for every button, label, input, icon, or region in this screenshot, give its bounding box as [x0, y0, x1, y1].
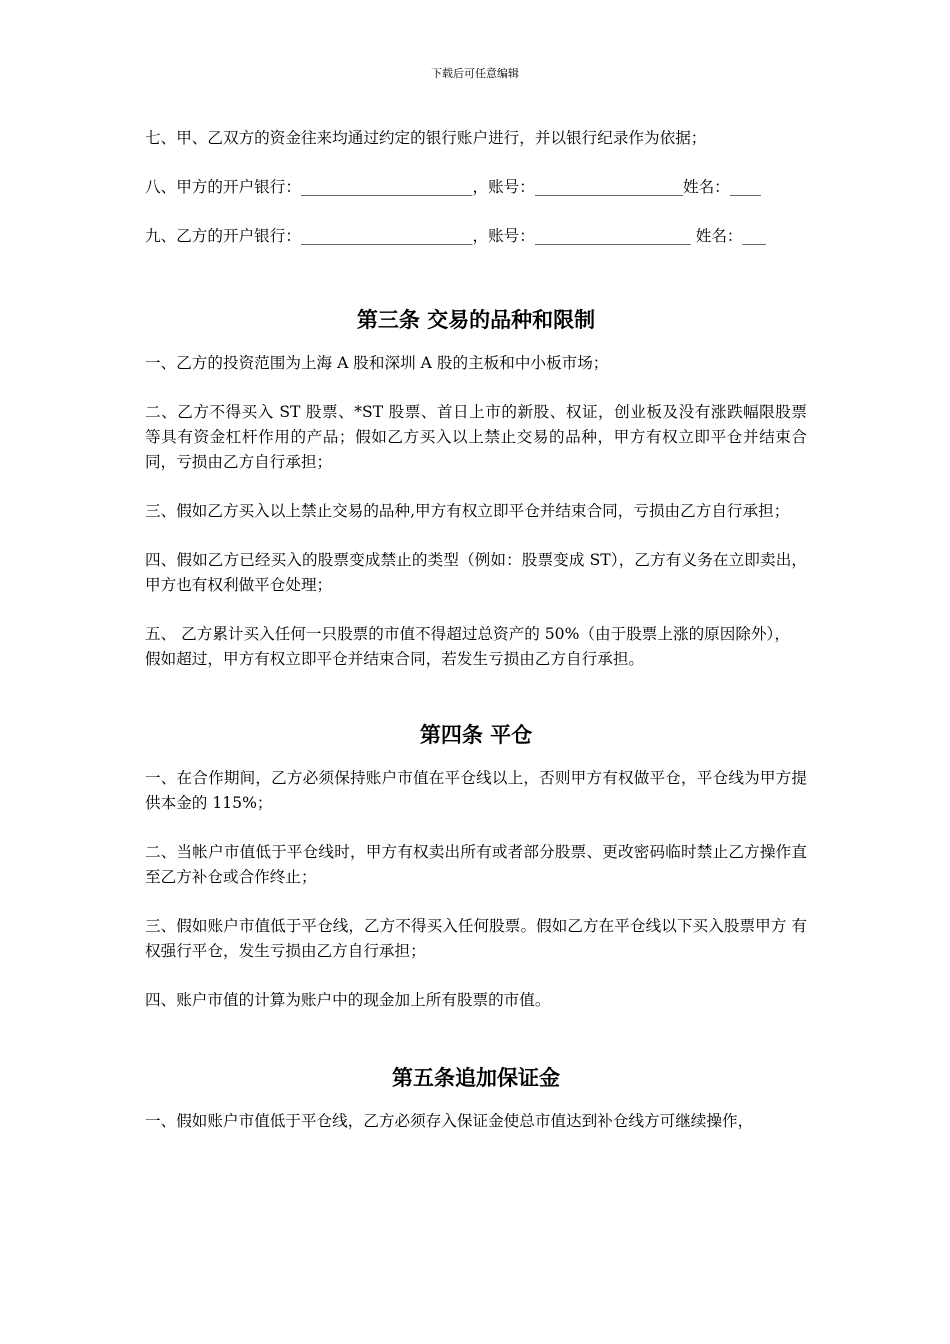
section-5-title: 第五条追加保证金 — [392, 1066, 560, 1090]
clause-7: 七、甲、乙双方的资金往来均通过约定的银行账户进行，并以银行纪录作为依据； — [145, 129, 707, 147]
section-4-item-3: 三、假如账户市值低于平仓线，乙方不得买入任何股票。假如乙方在平仓线以下买入股票甲方 有权强行平仓，发生亏损由乙方自行承担； — [145, 917, 807, 960]
section-4-item-2: 二、当帐户市值低于平仓线时，甲方有权卖出所有或者部分股票、更改密码临时禁止乙方操作直 至乙方补仓或合作终止； — [145, 843, 807, 886]
clause-8-party-a-bank: 八、甲方的开户银行：______________________，账号：___________________姓名：____ — [145, 178, 761, 196]
section-3-item-1: 一、乙方的投资范围为上海 A 股和深圳 A 股的主板和中小板市场； — [145, 354, 609, 372]
clause-9-party-b-bank: 九、乙方的开户银行：______________________，账号：____________________ 姓名：___ — [145, 227, 766, 245]
section-3-item-5-continuation: 假如超过，甲方有权立即平仓并结束合同，若发生亏损由乙方自行承担。 — [145, 650, 645, 668]
section-3-item-5: 五、 乙方累计买入任何一只股票的市值不得超过总资产的 50%（由于股票上涨的原因除外）， — [145, 625, 790, 643]
section-3-title: 第三条 交易的品种和限制 — [356, 308, 596, 332]
section-3-item-4: 四、假如乙方已经买入的股票变成禁止的类型（例如：股票变成 ST），乙方有义务在立即卖出，甲方也有权利做平仓处理； — [145, 551, 807, 594]
section-4-item-4: 四、账户市值的计算为账户中的现金加上所有股票的市值。 — [145, 991, 551, 1009]
document-header-note: 下载后可任意编辑 — [431, 67, 519, 80]
section-5-item-1: 一、假如账户市值低于平仓线，乙方必须存入保证金使总市值达到补仓线方可继续操作， — [145, 1112, 754, 1130]
section-4-item-1: 一、在合作期间，乙方必须保持账户市值在平仓线以上，否则甲方有权做平仓，平仓线为甲方提 供本金的 115%； — [145, 769, 807, 812]
document-body — [145, 126, 807, 1134]
section-4-title: 第四条 平仓 — [419, 723, 533, 747]
section-3-item-2: 二、乙方不得买入 ST 股票、*ST 股票、首日上市的新股、权证，创业板及没有涨跌幅限股票 等具有资金杠杆作用的产品；假如乙方买入以上禁止交易的品种，甲方有权立即平仓并结束合同，亏损由乙方自行承担； — [145, 403, 807, 471]
section-3-item-3: 三、假如乙方买入以上禁止交易的品种,甲方有权立即平仓并结束合同，亏损由乙方自行承担； — [145, 502, 790, 520]
